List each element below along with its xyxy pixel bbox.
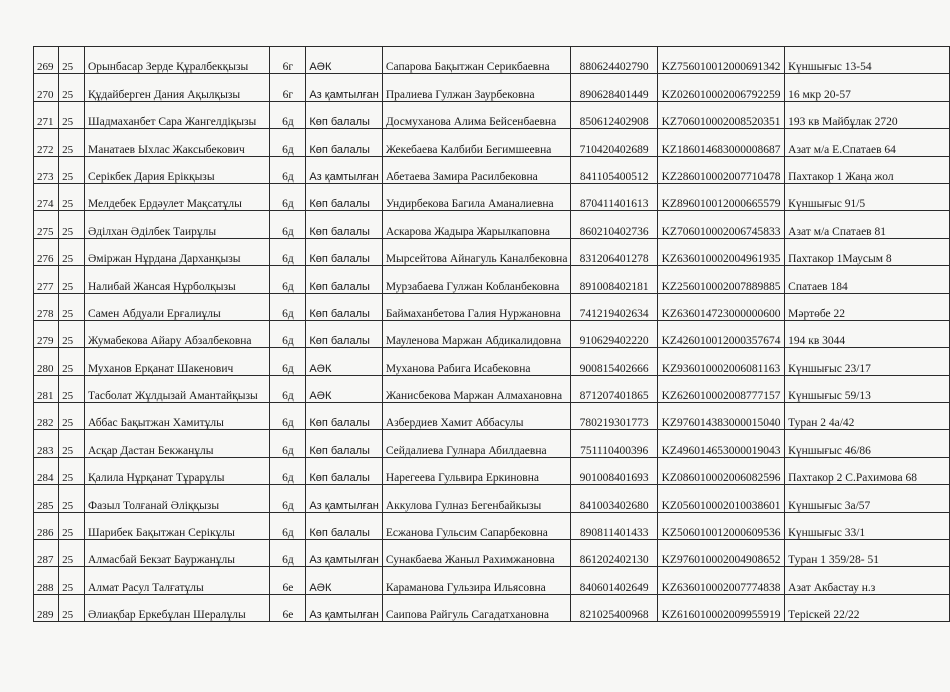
day-value-cell: 25 bbox=[59, 512, 85, 539]
grade-cell: 6д bbox=[270, 211, 306, 238]
address-cell: Күншығыс 23/17 bbox=[785, 348, 950, 375]
table-row bbox=[34, 430, 950, 457]
family-status-cell: Көп балалы bbox=[306, 238, 383, 265]
iin-cell: 870411401613 bbox=[571, 183, 657, 210]
student-name-cell: Муханов Ерқанат Шакенович bbox=[84, 348, 269, 375]
student-name-cell: Тасболат Жұлдызай Амантайқызы bbox=[84, 375, 269, 402]
day-value-cell: 25 bbox=[59, 74, 85, 101]
student-name-cell: Фазыл Толғанай Әліққызы bbox=[84, 485, 269, 512]
account-number-cell: KZ616010002009955919 bbox=[657, 594, 784, 621]
grade-cell: 6д bbox=[270, 348, 306, 375]
iin-cell: 861202402130 bbox=[571, 540, 657, 567]
account-number-cell: KZ936010002006081163 bbox=[657, 348, 784, 375]
row-number-cell: 276 bbox=[34, 238, 59, 265]
row-number-cell: 289 bbox=[34, 594, 59, 621]
iin-cell: 841003402680 bbox=[571, 485, 657, 512]
iin-cell: 890628401449 bbox=[571, 74, 657, 101]
row-number-cell: 271 bbox=[34, 101, 59, 128]
iin-cell: 901008401693 bbox=[571, 457, 657, 484]
row-number-cell: 269 bbox=[34, 47, 59, 74]
parent-name-cell: Азбердиев Хамит Аббасулы bbox=[382, 403, 571, 430]
table-row bbox=[34, 211, 950, 238]
student-name-cell: Асқар Дастан Бекжанұлы bbox=[84, 430, 269, 457]
day-value-cell: 25 bbox=[59, 101, 85, 128]
row-number-cell: 278 bbox=[34, 293, 59, 320]
parent-name-cell: Аккулова Гулназ Бегенбайкызы bbox=[382, 485, 571, 512]
row-number-cell: 280 bbox=[34, 348, 59, 375]
table-row bbox=[34, 74, 950, 101]
account-number-cell: KZ706010002008520351 bbox=[657, 101, 784, 128]
day-value-cell: 25 bbox=[59, 320, 85, 347]
family-status-cell: Көп балалы bbox=[306, 101, 383, 128]
iin-cell: 741219402634 bbox=[571, 293, 657, 320]
address-cell: Күншығыс 91/5 bbox=[785, 183, 950, 210]
address-cell: Азат м/а Е.Спатаев 64 bbox=[785, 129, 950, 156]
iin-cell: 900815402666 bbox=[571, 348, 657, 375]
grade-cell: 6е bbox=[270, 594, 306, 621]
family-status-cell: Көп балалы bbox=[306, 430, 383, 457]
parent-name-cell: Жекебаева Калбиби Бегимшеевна bbox=[382, 129, 571, 156]
address-cell: Күншығыс 13-54 bbox=[785, 47, 950, 74]
family-status-cell: Көп балалы bbox=[306, 293, 383, 320]
student-name-cell: Шарибек Бақытжан Серікұлы bbox=[84, 512, 269, 539]
account-number-cell: KZ496014653000019043 bbox=[657, 430, 784, 457]
account-number-cell: KZ256010002007889885 bbox=[657, 266, 784, 293]
account-number-cell: KZ706010002006745833 bbox=[657, 211, 784, 238]
day-value-cell: 25 bbox=[59, 348, 85, 375]
account-number-cell: KZ426010012000357674 bbox=[657, 320, 784, 347]
iin-cell: 821025400968 bbox=[571, 594, 657, 621]
day-value-cell: 25 bbox=[59, 540, 85, 567]
iin-cell: 871207401865 bbox=[571, 375, 657, 402]
student-name-cell: Аббас Бақытжан Хамитұлы bbox=[84, 403, 269, 430]
address-cell: Туран 2 4а/42 bbox=[785, 403, 950, 430]
grade-cell: 6д bbox=[270, 485, 306, 512]
day-value-cell: 25 bbox=[59, 266, 85, 293]
family-status-cell: АӘК bbox=[306, 567, 383, 594]
grade-cell: 6д bbox=[270, 403, 306, 430]
account-number-cell: KZ976014383000015040 bbox=[657, 403, 784, 430]
row-number-cell: 281 bbox=[34, 375, 59, 402]
row-number-cell: 275 bbox=[34, 211, 59, 238]
family-status-cell: Көп балалы bbox=[306, 211, 383, 238]
student-roster-table bbox=[33, 46, 950, 622]
iin-cell: 910629402220 bbox=[571, 320, 657, 347]
iin-cell: 710420402689 bbox=[571, 129, 657, 156]
student-name-cell: Манатаев Ыхлас Жаксыбекович bbox=[84, 129, 269, 156]
iin-cell: 840601402649 bbox=[571, 567, 657, 594]
account-number-cell: KZ186014683000008687 bbox=[657, 129, 784, 156]
parent-name-cell: Абетаева Замира Расилбековна bbox=[382, 156, 571, 183]
family-status-cell: АӘК bbox=[306, 348, 383, 375]
day-value-cell: 25 bbox=[59, 293, 85, 320]
row-number-cell: 283 bbox=[34, 430, 59, 457]
table-row bbox=[34, 403, 950, 430]
grade-cell: 6д bbox=[270, 183, 306, 210]
iin-cell: 751110400396 bbox=[571, 430, 657, 457]
family-status-cell: Көп балалы bbox=[306, 320, 383, 347]
address-cell: Күншығыс 46/86 bbox=[785, 430, 950, 457]
address-cell: Азат Акбастау н.з bbox=[785, 567, 950, 594]
address-cell: Пахтакор 1 Жаңа жол bbox=[785, 156, 950, 183]
parent-name-cell: Мауленова Маржан Абдикалидовна bbox=[382, 320, 571, 347]
parent-name-cell: Досмуханова Алима Бейсенбаевна bbox=[382, 101, 571, 128]
account-number-cell: KZ506010012000609536 bbox=[657, 512, 784, 539]
table-row bbox=[34, 540, 950, 567]
table-row bbox=[34, 47, 950, 74]
table-row bbox=[34, 238, 950, 265]
table-row bbox=[34, 156, 950, 183]
account-number-cell: KZ026010002006792259 bbox=[657, 74, 784, 101]
address-cell: Терiскей 22/22 bbox=[785, 594, 950, 621]
day-value-cell: 25 bbox=[59, 238, 85, 265]
iin-cell: 841105400512 bbox=[571, 156, 657, 183]
day-value-cell: 25 bbox=[59, 129, 85, 156]
account-number-cell: KZ896010012000665579 bbox=[657, 183, 784, 210]
family-status-cell: АӘК bbox=[306, 47, 383, 74]
address-cell: 16 мкр 20-57 bbox=[785, 74, 950, 101]
account-number-cell: KZ086010002006082596 bbox=[657, 457, 784, 484]
parent-name-cell: Ундирбекова Багила Аманалиевна bbox=[382, 183, 571, 210]
parent-name-cell: Сапарова Бақытжан Серикбаевна bbox=[382, 47, 571, 74]
day-value-cell: 25 bbox=[59, 156, 85, 183]
family-status-cell: Көп балалы bbox=[306, 183, 383, 210]
student-name-cell: Мелдебек Ердәулет Мақсатұлы bbox=[84, 183, 269, 210]
address-cell: Күншығыс 3а/57 bbox=[785, 485, 950, 512]
family-status-cell: АӘК bbox=[306, 375, 383, 402]
account-number-cell: KZ756010012000691342 bbox=[657, 47, 784, 74]
row-number-cell: 288 bbox=[34, 567, 59, 594]
grade-cell: 6г bbox=[270, 47, 306, 74]
iin-cell: 831206401278 bbox=[571, 238, 657, 265]
student-name-cell: Әділхан Әділбек Таирұлы bbox=[84, 211, 269, 238]
row-number-cell: 277 bbox=[34, 266, 59, 293]
day-value-cell: 25 bbox=[59, 375, 85, 402]
row-number-cell: 287 bbox=[34, 540, 59, 567]
row-number-cell: 270 bbox=[34, 74, 59, 101]
account-number-cell: KZ056010002010038601 bbox=[657, 485, 784, 512]
row-number-cell: 286 bbox=[34, 512, 59, 539]
day-value-cell: 25 bbox=[59, 594, 85, 621]
student-name-cell: Құдайберген Дания Ақылқызы bbox=[84, 74, 269, 101]
table-row bbox=[34, 567, 950, 594]
grade-cell: 6д bbox=[270, 320, 306, 347]
row-number-cell: 274 bbox=[34, 183, 59, 210]
row-number-cell: 273 bbox=[34, 156, 59, 183]
account-number-cell: KZ636010002007774838 bbox=[657, 567, 784, 594]
student-name-cell: Налибай Жансая Нұрболқызы bbox=[84, 266, 269, 293]
student-name-cell: Әлиақбар Еркебұлан Шералұлы bbox=[84, 594, 269, 621]
table-row bbox=[34, 375, 950, 402]
grade-cell: 6д bbox=[270, 512, 306, 539]
parent-name-cell: Аскарова Жадыра Жарылкаповна bbox=[382, 211, 571, 238]
iin-cell: 891008402181 bbox=[571, 266, 657, 293]
family-status-cell: Көп балалы bbox=[306, 403, 383, 430]
iin-cell: 780219301773 bbox=[571, 403, 657, 430]
student-name-cell: Алмасбай Бекзат Бауржанұлы bbox=[84, 540, 269, 567]
family-status-cell: Аз қамтылған bbox=[306, 594, 383, 621]
grade-cell: 6д bbox=[270, 430, 306, 457]
family-status-cell: Көп балалы bbox=[306, 266, 383, 293]
parent-name-cell: Нарегеева Гульвира Еркиновна bbox=[382, 457, 571, 484]
table-row bbox=[34, 129, 950, 156]
day-value-cell: 25 bbox=[59, 567, 85, 594]
account-number-cell: KZ626010002008777157 bbox=[657, 375, 784, 402]
parent-name-cell: Сунакбаева Жаныл Рахимжановна bbox=[382, 540, 571, 567]
grade-cell: 6д bbox=[270, 101, 306, 128]
table-row bbox=[34, 183, 950, 210]
table-row bbox=[34, 594, 950, 621]
family-status-cell: Аз қамтылған bbox=[306, 74, 383, 101]
student-name-cell: Серікбек Дария Ерікқызы bbox=[84, 156, 269, 183]
day-value-cell: 25 bbox=[59, 485, 85, 512]
student-name-cell: Самен Абдуали Ерғалиұлы bbox=[84, 293, 269, 320]
address-cell: Пахтакор 2 С.Рахимова 68 bbox=[785, 457, 950, 484]
day-value-cell: 25 bbox=[59, 430, 85, 457]
student-name-cell: Алмат Расул Талғатұлы bbox=[84, 567, 269, 594]
grade-cell: 6д bbox=[270, 540, 306, 567]
table-row bbox=[34, 457, 950, 484]
parent-name-cell: Муханова Рабига Исабековна bbox=[382, 348, 571, 375]
student-name-cell: Жумабекова Айару Абзалбековна bbox=[84, 320, 269, 347]
parent-name-cell: Сейдалиева Гулнара Абилдаевна bbox=[382, 430, 571, 457]
parent-name-cell: Мырсейтова Айнагуль Каналбековна bbox=[382, 238, 571, 265]
day-value-cell: 25 bbox=[59, 211, 85, 238]
address-cell: 193 кв Майбұлак 2720 bbox=[785, 101, 950, 128]
account-number-cell: KZ286010002007710478 bbox=[657, 156, 784, 183]
grade-cell: 6д bbox=[270, 266, 306, 293]
iin-cell: 880624402790 bbox=[571, 47, 657, 74]
family-status-cell: Көп балалы bbox=[306, 457, 383, 484]
address-cell: Туран 1 359/28- 51 bbox=[785, 540, 950, 567]
family-status-cell: Аз қамтылған bbox=[306, 485, 383, 512]
iin-cell: 860210402736 bbox=[571, 211, 657, 238]
table-row bbox=[34, 266, 950, 293]
roster-body bbox=[34, 47, 950, 622]
account-number-cell: KZ636014723000000600 bbox=[657, 293, 784, 320]
student-name-cell: Әміржан Нұрдана Дарханқызы bbox=[84, 238, 269, 265]
table-row bbox=[34, 512, 950, 539]
family-status-cell: Аз қамтылған bbox=[306, 540, 383, 567]
day-value-cell: 25 bbox=[59, 457, 85, 484]
student-name-cell: Орынбасар Зерде Құралбекқызы bbox=[84, 47, 269, 74]
row-number-cell: 282 bbox=[34, 403, 59, 430]
address-cell: 194 кв 3044 bbox=[785, 320, 950, 347]
parent-name-cell: Баймаханбетова Галия Нуржановна bbox=[382, 293, 571, 320]
account-number-cell: KZ636010002004961935 bbox=[657, 238, 784, 265]
grade-cell: 6д bbox=[270, 156, 306, 183]
family-status-cell: Аз қамтылған bbox=[306, 156, 383, 183]
table-row bbox=[34, 101, 950, 128]
row-number-cell: 284 bbox=[34, 457, 59, 484]
row-number-cell: 285 bbox=[34, 485, 59, 512]
parent-name-cell: Караманова Гульзира Ильясовна bbox=[382, 567, 571, 594]
parent-name-cell: Есжанова Гульсим Сапарбековна bbox=[382, 512, 571, 539]
parent-name-cell: Саипова Райгуль Сагадатхановна bbox=[382, 594, 571, 621]
grade-cell: 6е bbox=[270, 567, 306, 594]
grade-cell: 6г bbox=[270, 74, 306, 101]
account-number-cell: KZ976010002004908652 bbox=[657, 540, 784, 567]
iin-cell: 890811401433 bbox=[571, 512, 657, 539]
grade-cell: 6д bbox=[270, 375, 306, 402]
grade-cell: 6д bbox=[270, 457, 306, 484]
parent-name-cell: Жанисбекова Маржан Алмахановна bbox=[382, 375, 571, 402]
parent-name-cell: Мурзабаева Гулжан Кобланбековна bbox=[382, 266, 571, 293]
parent-name-cell: Пралиева Гулжан Заурбековна bbox=[382, 74, 571, 101]
table-row bbox=[34, 348, 950, 375]
student-name-cell: Қалила Нұрқанат Тұрарұлы bbox=[84, 457, 269, 484]
iin-cell: 850612402908 bbox=[571, 101, 657, 128]
day-value-cell: 25 bbox=[59, 403, 85, 430]
address-cell: Пахтакор 1Маусым 8 bbox=[785, 238, 950, 265]
family-status-cell: Көп балалы bbox=[306, 129, 383, 156]
address-cell: Азат м/а Спатаев 81 bbox=[785, 211, 950, 238]
row-number-cell: 272 bbox=[34, 129, 59, 156]
table-row bbox=[34, 293, 950, 320]
day-value-cell: 25 bbox=[59, 183, 85, 210]
grade-cell: 6д bbox=[270, 238, 306, 265]
student-name-cell: Шадмаханбет Сара Жангелдіқызы bbox=[84, 101, 269, 128]
day-value-cell: 25 bbox=[59, 47, 85, 74]
grade-cell: 6д bbox=[270, 293, 306, 320]
address-cell: Спатаев 184 bbox=[785, 266, 950, 293]
family-status-cell: Көп балалы bbox=[306, 512, 383, 539]
table-row bbox=[34, 485, 950, 512]
row-number-cell: 279 bbox=[34, 320, 59, 347]
grade-cell: 6д bbox=[270, 129, 306, 156]
table-row bbox=[34, 320, 950, 347]
address-cell: Күншығыс 33/1 bbox=[785, 512, 950, 539]
address-cell: Мәртөбе 22 bbox=[785, 293, 950, 320]
address-cell: Күншығыс 59/13 bbox=[785, 375, 950, 402]
